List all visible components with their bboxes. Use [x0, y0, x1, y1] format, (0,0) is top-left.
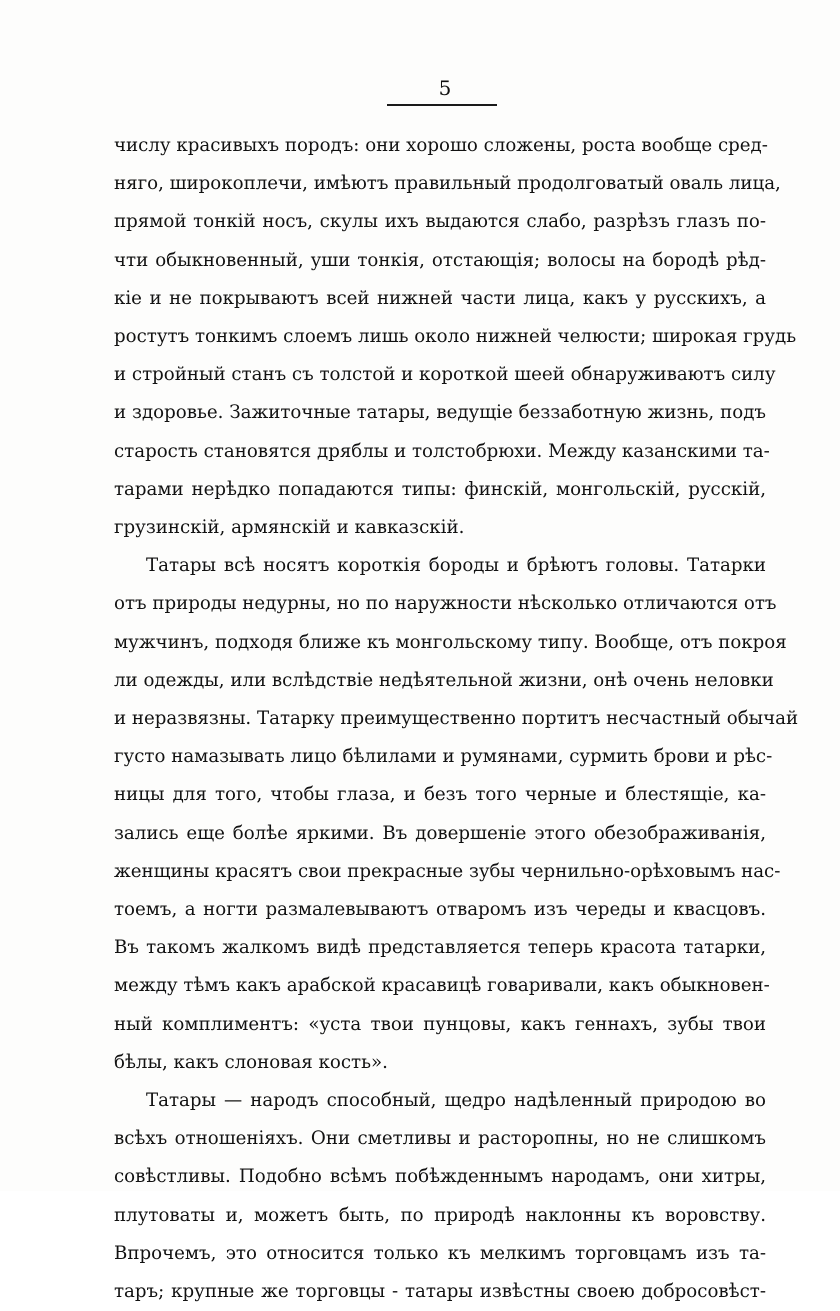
text-line: числу красивыхъ породъ: они хорошо сложены, роста вообще сред- [114, 135, 768, 156]
text-line: и здоровье. Зажиточные татары, ведущіе беззаботную жизнь, подъ [114, 402, 766, 424]
text-line: тоемъ, а ногти размалевываютъ отваромъ изъ череды и квасцовъ. [114, 899, 766, 921]
body-text [114, 127, 799, 1311]
paragraph-1 [114, 127, 797, 547]
header-rule [387, 104, 497, 106]
text-line: Впрочемъ, это относится только къ мелкимъ торговцамъ изъ та- [114, 1242, 766, 1264]
text-line: старость становятся дряблы и толстобрюхи. Между казанскими та- [114, 440, 770, 462]
text-line: грузинскій, армянскій и кавказскій. [114, 517, 465, 539]
text-line: совѣстливы. Подобно всѣмъ побѣжденнымъ народамъ, они хитры, [114, 1166, 766, 1188]
text-line: зались еще болѣе яркими. Въ довершеніе этого обезображиванія, [114, 822, 766, 844]
text-line: ницы для того, чтобы глаза, и безъ того черные и блестящіе, ка- [114, 784, 766, 806]
text-line: густо намазывать лицо бѣлилами и румянами, сурмить брови и рѣс- [114, 746, 773, 768]
text-line: отъ природы недурны, но по наружности нѣсколько отличаются отъ [114, 593, 777, 615]
text-line: Татары всѣ носятъ короткія бороды и брѣютъ головы. Татарки [146, 555, 766, 577]
text-line: между тѣмъ какъ арабской красавицѣ говаривали, какъ обыкновен- [114, 975, 770, 997]
paragraph-2 [114, 547, 799, 1082]
text-line: ный комплиментъ: «уста твои пунцовы, какъ геннахъ, зубы твои [114, 1013, 766, 1035]
text-line: ростутъ тонкимъ слоемъ лишь около нижней челюсти; широкая грудь [114, 326, 797, 348]
text-line: тарами нерѣдко попадаются типы: финскій, монгольскій, русскій, [114, 478, 766, 500]
text-line: бѣлы, какъ слоновая кость». [114, 1051, 388, 1073]
text-line: Въ такомъ жалкомъ видѣ представляется теперь красота татарки, [114, 937, 766, 959]
text-line: таръ; крупные же торговцы - татары извѣстны своею добросовѣст- [114, 1281, 766, 1303]
text-line: прямой тонкій носъ, скулы ихъ выдаются слабо, разрѣзъ глазъ по- [114, 211, 766, 233]
text-line: кіе и не покрываютъ всей нижней части лица, какъ у русскихъ, а [114, 287, 766, 309]
paragraph-3 [114, 1082, 766, 1311]
text-line: чти обыкновенный, уши тонкія, отстающія; волосы на бородѣ рѣд- [114, 249, 766, 271]
text-line: и стройный станъ съ толстой и короткой шеей обнаруживаютъ силу [114, 364, 776, 386]
text-line: ли одежды, или вслѣдствіе недѣятельной жизни, онѣ очень неловки [114, 669, 774, 691]
page-number: 5 [438, 76, 452, 100]
text-line: и неразвязны. Татарку преимущественно портитъ несчастный обычай [114, 708, 799, 730]
text-line: няго, широкоплечи, имѣютъ правильный продолговатый оваль лица, [114, 173, 781, 195]
text-line: Татары — народъ способный, щедро надѣленный природою во [146, 1090, 766, 1112]
text-line: мужчинъ, подходя ближе къ монгольскому типу. Вообще, отъ покроя [114, 631, 787, 653]
text-line: женщины красятъ свои прекрасные зубы чернильно-орѣховымъ нас- [114, 860, 781, 882]
text-line: всѣхъ отношеніяхъ. Они сметливы и расторопны, но не слишкомъ [114, 1128, 766, 1150]
text-line: плутоваты и, можетъ быть, по природѣ наклонны къ воровству. [114, 1204, 766, 1226]
